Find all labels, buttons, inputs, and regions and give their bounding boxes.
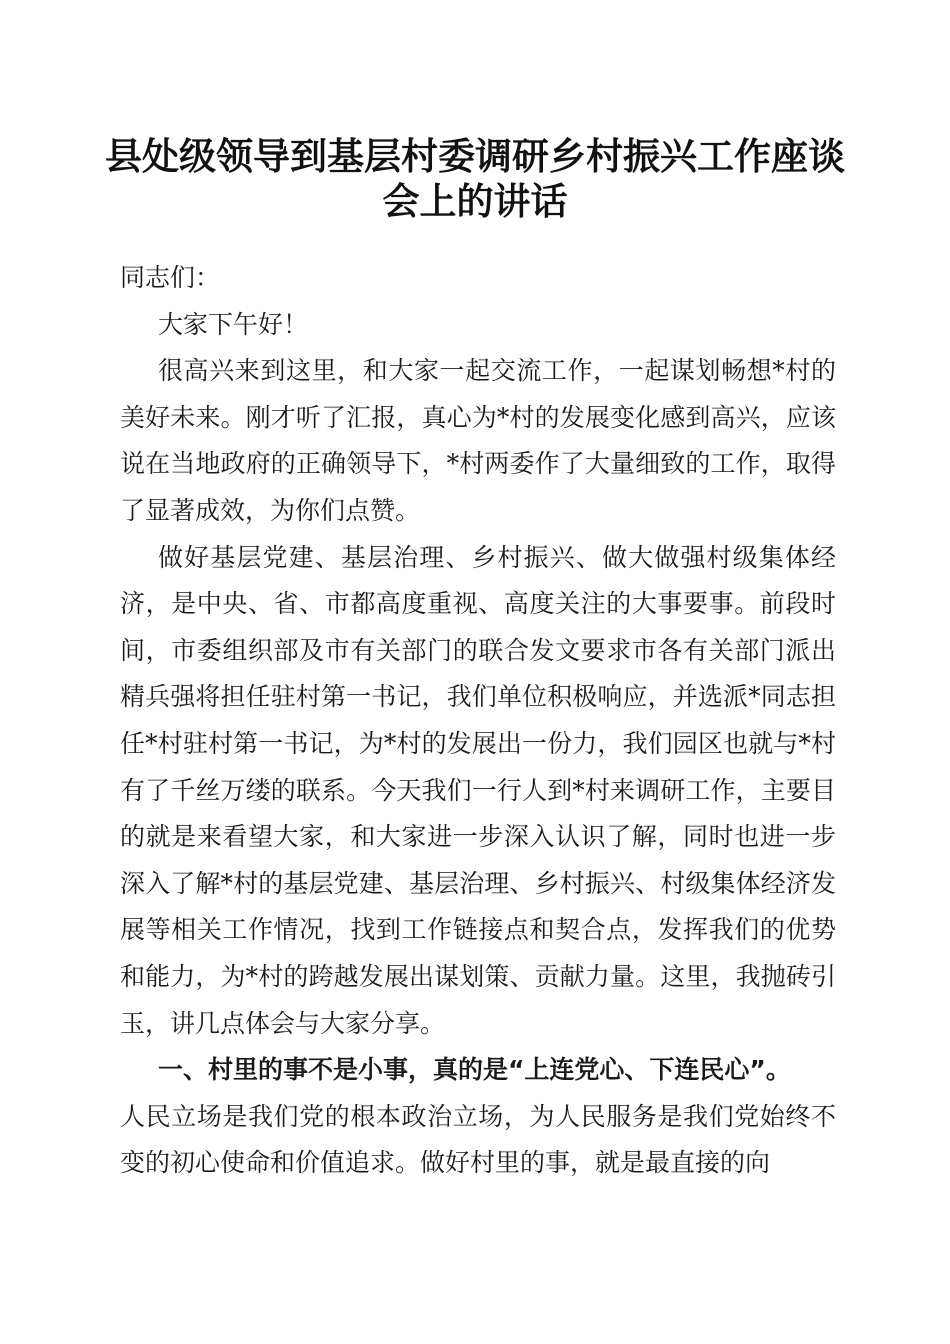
section-1-heading: 一、村里的事不是小事，真的是“上连党心、下连民心”。 [158, 1055, 791, 1085]
document-body [120, 255, 836, 1187]
section-1-text: 人民立场是我们党的根本政治立场，为人民服务是我们党始终不变的初心使命和价值追求。做好村里的事，就是最直接的向 [120, 1101, 836, 1178]
paragraph-2: 做好基层党建、基层治理、乡村振兴、做大做强村级集体经济，是中央、省、市都高度重视、高度关注的大事要事。前段时间，市委组织部及市有关部门的联合发文要求市各有关部门派出精兵强将担任驻村第一书记，我们单位积极响应，并选派*同志担任*村驻村第一书记，为*村的发展出一份力，我们园区也就与*村有了千丝万缕的联系。今天我们一行人到*村来调研工作，主要目的就是来看望大家，和大家进一步深入认识了解，同时也进一步深入了解*村的基层党建、基层治理、乡村振兴、村级集体经济发展等相关工作情况，找到工作链接点和契合点，发挥我们的优势和能力，为*村的跨越发展出谋划策、贡献力量。这里，我抛砖引玉，讲几点体会与大家分享。 [120, 542, 836, 1038]
paragraph-1: 很高兴来到这里，和大家一起交流工作，一起谋划畅想*村的美好未来。刚才听了汇报，真心为*村的发展变化感到高兴，应该说在当地政府的正确领导下，*村两委作了大量细致的工作，取得了显著成效，为你们点赞。 [120, 356, 836, 525]
greeting: 大家下午好！ [158, 309, 309, 339]
title-line-1: 县处级领导到基层村委调研乡村振兴工作座谈 [105, 134, 845, 178]
title-line-2: 会上的讲话 [382, 179, 568, 223]
document-title [100, 134, 850, 224]
salutation: 同志们： [120, 263, 221, 292]
